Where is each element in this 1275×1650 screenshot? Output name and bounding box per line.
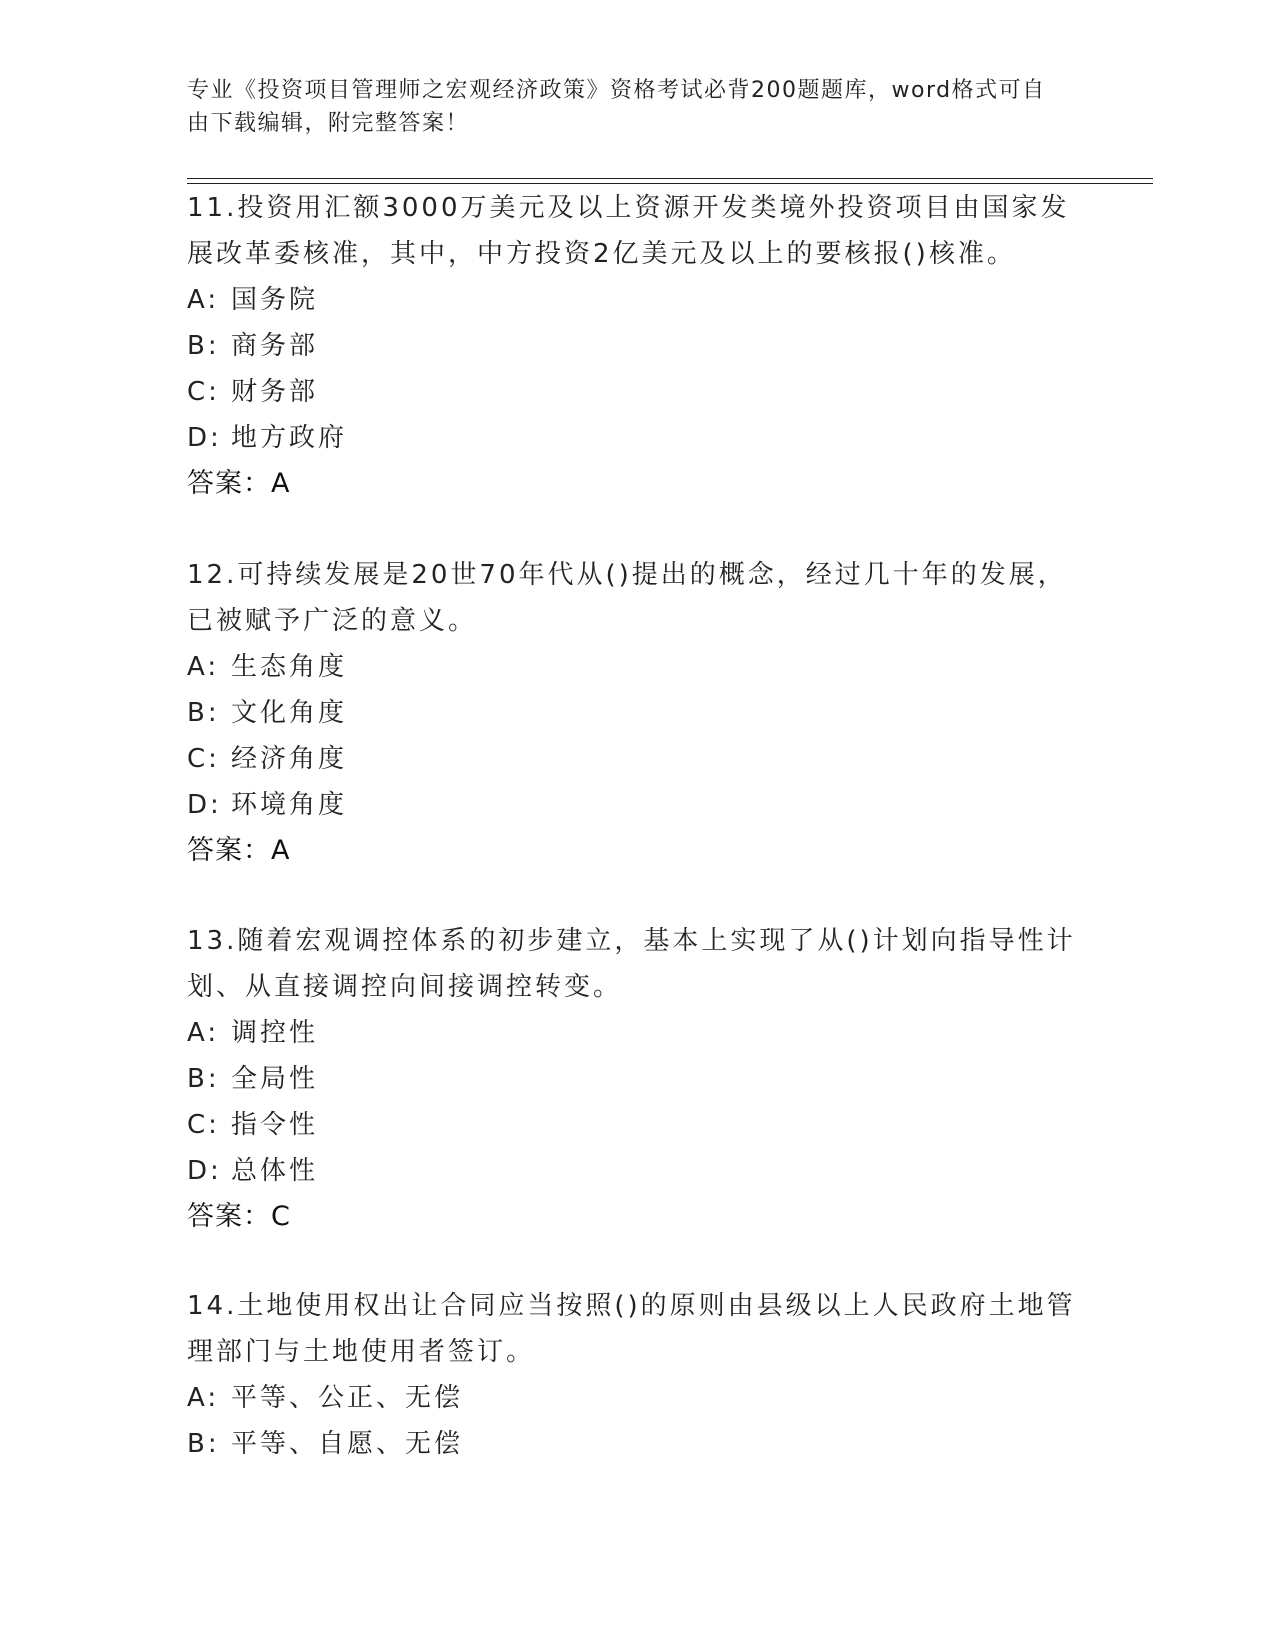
- option-a: [187, 644, 1087, 690]
- option-key: B:: [187, 698, 220, 728]
- option-a: [187, 1375, 1087, 1421]
- option-text: 全局性: [231, 1064, 319, 1094]
- option-key: C:: [187, 377, 220, 407]
- option-key: A:: [187, 1018, 220, 1048]
- question-stem: 12.可持续发展是20世70年代从()提出的概念，经过几十年的发展，已被赋予广泛的意义。: [187, 560, 1067, 636]
- option-key: A:: [187, 285, 220, 315]
- question-12: [187, 552, 1087, 874]
- question-11: [187, 185, 1087, 507]
- option-text: 国务院: [231, 285, 319, 315]
- header-rule-top: [187, 178, 1153, 179]
- option-d: [187, 782, 1087, 828]
- option-key: B:: [187, 331, 220, 361]
- option-text: 文化角度: [231, 698, 348, 728]
- option-d: [187, 1148, 1087, 1194]
- option-c: [187, 1102, 1087, 1148]
- document-header: 专业《投资项目管理师之宏观经济政策》资格考试必背200题题库，word格式可自由下载编辑，附完整答案！: [187, 78, 1046, 136]
- answer-label: 答案：C: [187, 1201, 291, 1232]
- option-text: 生态角度: [231, 652, 348, 682]
- option-text: 指令性: [231, 1110, 319, 1140]
- option-c: [187, 369, 1087, 415]
- option-b: [187, 690, 1087, 736]
- answer-label: 答案：A: [187, 468, 291, 499]
- option-key: B:: [187, 1429, 220, 1459]
- question-stem: 14.土地使用权出让合同应当按照()的原则由县级以上人民政府土地管理部门与土地使用者签订。: [187, 1291, 1076, 1367]
- question-13: [187, 918, 1087, 1240]
- option-text: 调控性: [231, 1018, 319, 1048]
- option-key: B:: [187, 1064, 220, 1094]
- question-stem: 13.随着宏观调控体系的初步建立，基本上实现了从()计划向指导性计划、从直接调控向间接调控转变。: [187, 926, 1076, 1002]
- option-text: 地方政府: [231, 423, 348, 453]
- header-rule-bottom: [187, 183, 1153, 184]
- option-c: [187, 736, 1087, 782]
- option-text: 总体性: [231, 1156, 319, 1186]
- option-text: 环境角度: [231, 790, 348, 820]
- option-text: 商务部: [231, 331, 319, 361]
- option-text: 经济角度: [231, 744, 348, 774]
- option-b: [187, 1421, 1087, 1467]
- option-key: A:: [187, 1383, 220, 1413]
- option-key: D:: [187, 423, 222, 453]
- option-key: C:: [187, 744, 220, 774]
- option-key: D:: [187, 1156, 222, 1186]
- option-b: [187, 1056, 1087, 1102]
- option-key: A:: [187, 652, 220, 682]
- answer-label: 答案：A: [187, 835, 291, 866]
- option-text: 平等、自愿、无偿: [231, 1429, 464, 1459]
- option-b: [187, 323, 1087, 369]
- option-key: C:: [187, 1110, 220, 1140]
- option-text: 财务部: [231, 377, 319, 407]
- question-14: [187, 1283, 1087, 1467]
- option-a: [187, 277, 1087, 323]
- option-d: [187, 415, 1087, 461]
- option-text: 平等、公正、无偿: [231, 1383, 464, 1413]
- option-a: [187, 1010, 1087, 1056]
- option-key: D:: [187, 790, 222, 820]
- question-stem: 11.投资用汇额3000万美元及以上资源开发类境外投资项目由国家发展改革委核准，其中，中方投资2亿美元及以上的要核报()核准。: [187, 193, 1070, 269]
